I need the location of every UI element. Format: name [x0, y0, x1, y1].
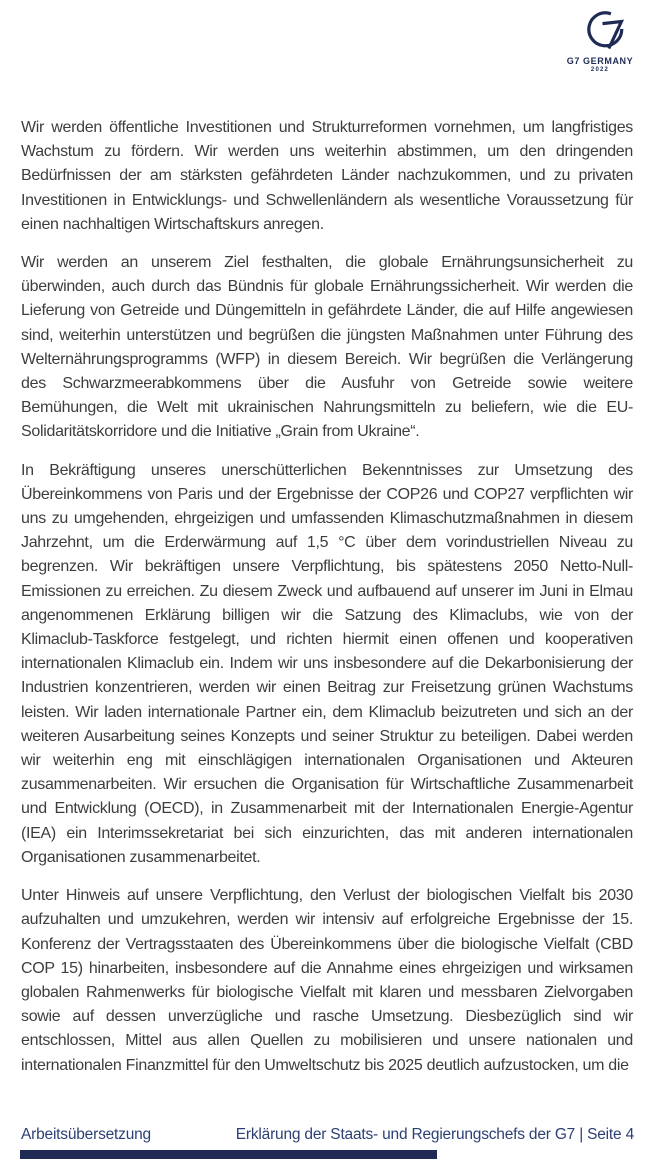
footer-accent-bar — [20, 1150, 437, 1159]
logo-year: 2022 — [590, 67, 610, 73]
footer-right-label: Erklärung der Staats- und Regierungschefs der G7 | Seite 4 — [235, 1126, 634, 1143]
page-footer — [21, 1126, 634, 1144]
paragraph-biologische-vielfalt: Unter Hinweis auf unsere Verpflichtung, den Verlust der biologischen Vielfalt bis 2030 aufzuhalten und umzukehren, werden wir intensiv auf erfolgreiche Ergebnisse der 15. Konferenz der Vertragsstaaten des Übereinkommens über die biologische Vielfalt (CBD COP 15) hinarbeiten, insbesondere auf die Annahme eines ehrgeizigen und wirksamen globalen Rahmenwerks für biologische Vielfalt mit klaren und messbaren Zielvorgaben sowie auf dessen unverzügliche und rasche Umsetzung. Diesbezüglich sind wir entschlossen, Mittel aus allen Quellen zu mobilisieren und unsere nationalen und internationalen Finanzmittel für den Umweltschutz bis 2025 deutlich aufzustocken, um die — [21, 887, 633, 1074]
paragraph-klimaclub: In Bekräftigung unseres unerschütterlichen Bekenntnisses zur Umsetzung des Übereinkommens von Paris und der Ergebnisse der COP26 und COP27 verpflichten wir uns zu umgehenden, ehrgeizigen und umfassenden Klimaschutzmaßnahmen in diesem Jahrzehnt, um die Erderwärmung auf 1,5 °C über dem vorindustriellen Niveau zu begrenzen. Wir bekräftigen unsere Verpflichtung, bis spätestens 2050 Netto-Null-Emissionen zu erreichen. Zu diesem Zweck und aufbauend auf unserer im Juni in Elmau angenommenen Erklärung billigen wir die Satzung des Klimaclubs, wie von der Klimaclub-Taskforce festgelegt, und richten hiermit einen offenen und kooperativen internationalen Klimaclub ein. Indem wir uns insbesondere auf die Dekarbonisierung der Industrien konzentrieren, werden wir einen Beitrag zur Freisetzung grünen Wachstums leisten. Wir laden internationale Partner ein, dem Klimaclub beizutreten und sich an der weiteren Ausarbeitung seines Konzepts und seiner Struktur zu beteiligen. Dabei werden wir weiterhin eng mit einschlägigen internationalen Organisationen und Akteuren zusammenarbeiten. Wir ersuchen die Organisation für Wirtschaftliche Zusammenarbeit und Entwicklung (OECD), in Zusammenarbeit mit der Internationalen Energie-Agentur (IEA) ein Interimssekretariat bei sich einzurichten, das mit anderen internationalen Organisationen zusammenarbeitet. — [21, 461, 633, 866]
paragraph-investitionen: Wir werden öffentliche Investitionen und Strukturreformen vornehmen, um langfristiges Wachstum zu fördern. Wir werden uns weiterhin abstimmen, um den dringenden Bedürfnissen der am stärksten gefährdeten Länder nachzukommen, und zu privaten Investitionen in Entwicklungs- und Schwellenländern als wesentliche Voraussetzung für einen nachhaltigen Wirtschaftskurs anregen. — [21, 119, 633, 233]
footer-left-label: Arbeitsübersetzung — [21, 1126, 151, 1143]
g7-monogram-icon — [585, 10, 627, 52]
logo-wordmark: G7 GERMANY — [566, 56, 634, 66]
document-body — [21, 116, 633, 1078]
g7-germany-logo — [561, 10, 639, 73]
paragraph-ernaehrungssicherheit: Wir werden an unserem Ziel festhalten, die globale Ernährungsunsicherheit zu überwinden, auch durch das Bündnis für globale Ernährungssicherheit. Wir werden die Lieferung von Getreide und Düngemitteln in gefährdete Länder, die auf Hilfe angewiesen sind, weiterhin unterstützen und begrüßen die jüngsten Maßnahmen unter Führung des Welternährungsprogramms (WFP) in diesem Bereich. Wir begrüßen die Verlängerung des Schwarzmeerabkommens über die Ausfuhr von Getreide sowie weitere Bemühungen, die Welt mit ukrainischen Nahrungsmitteln zu beliefern, wie die EU-Solidaritätskorridore und die Initiative „Grain from Ukraine“. — [21, 254, 633, 441]
